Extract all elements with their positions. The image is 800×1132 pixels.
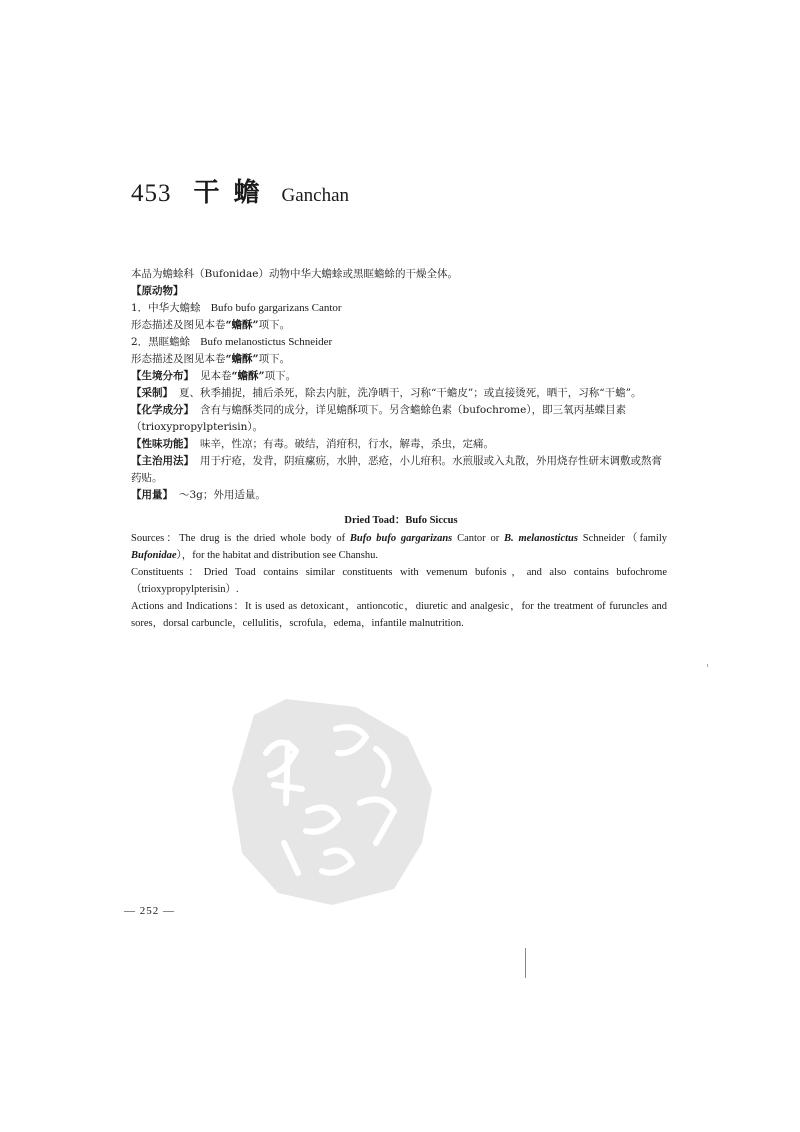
species-2-note-line <box>131 351 671 368</box>
actions-paragraph: Actions and Indications：It is used as detoxicant，antioncotic，diuretic and analgesic，for the treatment of furuncles and sores，dorsal carbuncle，cellulitis，scrofula，edema，infantile malnutrition. <box>131 601 667 629</box>
habitat-ref: “蟾酥” <box>231 370 265 382</box>
scan-speck <box>707 664 708 667</box>
species-2-line <box>131 334 671 351</box>
entry-number: 453 <box>131 180 172 207</box>
species-1-note-post: 项下。 <box>258 319 291 331</box>
sources-text-post: ），for the habitat and distribution see Chanshu. <box>176 550 379 561</box>
sources-text: Sources：The drug is the dried whole body of <box>131 533 350 544</box>
species-name-2: B. melanostictus <box>504 533 578 544</box>
origin-header-line <box>131 283 671 300</box>
species-1-latin: Bufo bufo gargarizans Cantor <box>210 302 342 314</box>
species-1-chinese: 1．中华大蟾蜍 <box>131 302 201 314</box>
sources-text-mid-2: Schneider（family <box>577 533 667 544</box>
entry-name-chinese: 干蟾 <box>193 178 274 208</box>
origin-header: 【原动物】 <box>131 285 184 297</box>
dosage-line <box>131 487 671 504</box>
usage-line <box>131 453 671 487</box>
entry-name-pinyin: Ganchan <box>281 185 350 206</box>
properties-header: 【性味功能】 <box>131 438 194 450</box>
dosage-text: ～3g；外用适量。 <box>179 489 266 501</box>
english-text-section <box>131 530 667 632</box>
species-1-note-pre: 形态描述及图见本卷 <box>131 319 226 331</box>
page-number: — 252 — <box>124 905 175 917</box>
species-1-line <box>131 300 671 317</box>
processing-header: 【采制】 <box>131 387 173 399</box>
species-2-note-post: 项下。 <box>258 353 291 365</box>
properties-line <box>131 436 671 453</box>
entry-heading <box>131 172 349 209</box>
species-2-chinese: 2．黑眶蟾蜍 <box>131 336 191 348</box>
intro-text: 本品为蟾蜍科（Bufonidae）动物中华大蟾蜍或黑眶蟾蜍的干燥全体。 <box>131 268 459 280</box>
species-2-note-ref: “蟾酥” <box>225 353 259 365</box>
intro-line <box>131 266 671 283</box>
processing-line <box>131 385 671 402</box>
usage-header: 【主治用法】 <box>131 455 194 467</box>
sources-paragraph <box>131 530 667 564</box>
habitat-header: 【生境分布】 <box>131 370 194 382</box>
sources-text-mid-1: Cantor or <box>452 533 505 544</box>
constituents-paragraph: Constituents：Dried Toad contains similar constituents with vemenum bufonis，and also contains bufochrome（trioxypropylpterisin）. <box>131 567 667 595</box>
english-section-title: Dried Toad：Bufo Siccus <box>344 515 458 526</box>
seal-stamp-watermark <box>226 693 441 908</box>
species-1-note-ref: “蟾酥” <box>225 319 259 331</box>
chemistry-line <box>131 402 671 436</box>
species-2-note-pre: 形态描述及图见本卷 <box>131 353 226 365</box>
species-2-latin: Bufo melanostictus Schneider <box>200 336 333 348</box>
habitat-line <box>131 368 671 385</box>
usage-text: 用于疔疮，发背，阴疽瘰疬，水肿，恶疮，小儿疳积。水煎服或入丸散，外用烧存性研末调敷或熬膏药贴。 <box>131 455 662 484</box>
habitat-post: 项下。 <box>264 370 297 382</box>
dosage-header: 【用量】 <box>131 489 173 501</box>
chemistry-header: 【化学成分】 <box>131 404 194 416</box>
chemistry-text: 含有与蟾酥类同的成分，详见蟾酥项下。另含蟾蜍色素（bufochrome），即三氧丙基蝶目素（trioxypropylpterisin）。 <box>131 404 627 433</box>
species-1-note-line <box>131 317 671 334</box>
habitat-pre: 见本卷 <box>200 370 232 382</box>
species-name-1: Bufo bufo gargarizans <box>349 533 453 544</box>
chinese-text-section <box>131 266 671 504</box>
family-name: Bufonidae <box>131 550 177 561</box>
properties-text: 味辛，性凉；有毒。破结，消疳积，行水，解毒，杀虫，定痛。 <box>200 438 494 450</box>
margin-mark <box>525 948 526 978</box>
processing-text: 夏、秋季捕捉，捕后杀死，除去内脏，洗净晒干，习称“干蟾皮”；或直接烫死，晒干，习称“干蟾”。 <box>179 387 642 399</box>
